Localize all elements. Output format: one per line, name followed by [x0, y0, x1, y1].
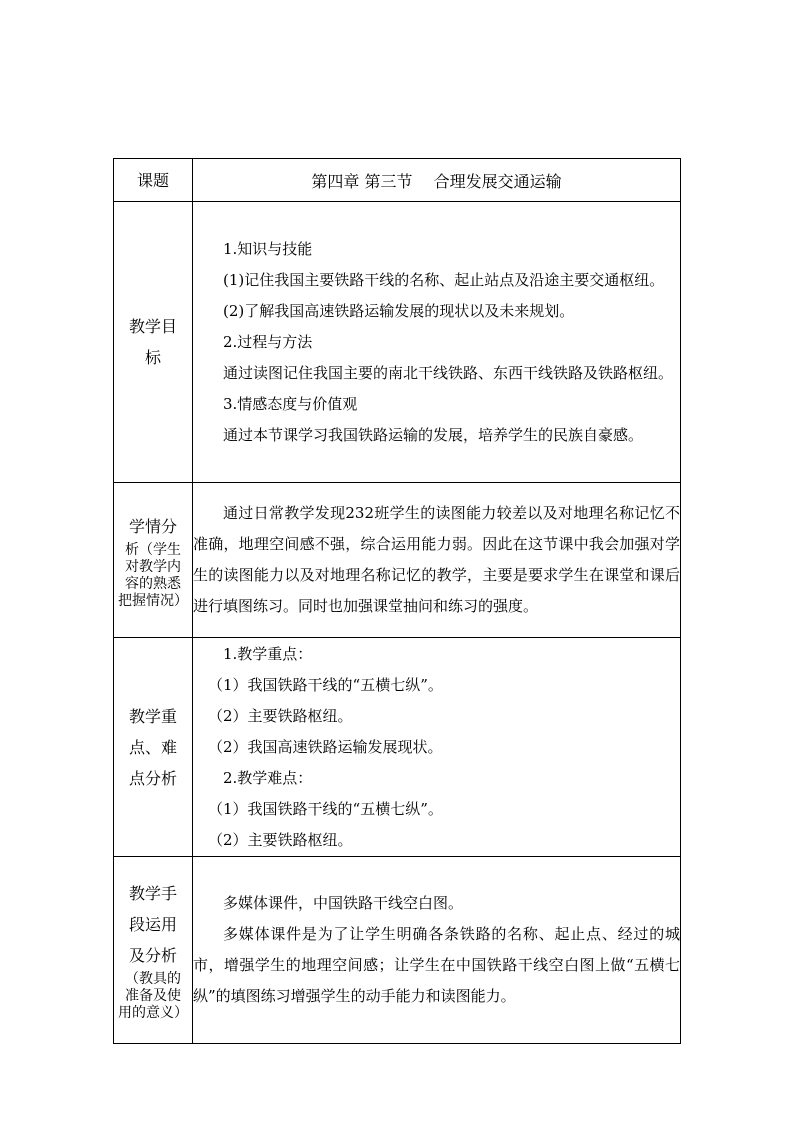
methods-label-line: （教具的	[125, 971, 181, 987]
objective-line: 3.情感态度与价值观	[223, 394, 358, 413]
objective-line: 通过读图记住我国主要的南北干线铁路、东西干线铁路及铁路枢纽。	[223, 363, 674, 382]
key-points-label-line: 点、难	[128, 737, 177, 757]
learner-analysis-label	[114, 483, 193, 638]
learner-label-line: 把握情况）	[118, 592, 188, 609]
key-points-content	[193, 638, 681, 857]
methods-label-line: 段运用	[128, 915, 177, 934]
key-point-line: （1）我国铁路干线的“五横七纵”。	[208, 675, 443, 694]
title-row	[114, 159, 681, 202]
methods-label-line: 教学手	[128, 884, 177, 903]
learner-analysis-text: 通过日常教学发现232班学生的读图能力较差以及对地理名称记忆不准确，地理空间感不强，综合运用能力弱。因此在这节课中我会加强对学生的读图能力以及对地理名称记忆的教学，主要是要求学生在课堂和课后进行填图练习。同时也加强课堂抽问和练习的强度。	[193, 504, 680, 615]
learner-analysis-row	[114, 483, 681, 638]
objectives-row	[114, 202, 681, 483]
objectives-label-line: 教学目	[128, 317, 177, 336]
key-points-label-line: 点分析	[128, 768, 177, 788]
objective-line: (2)了解我国高速铁路运输发展的现状以及未来规划。	[223, 301, 575, 320]
objective-line: 通过本节课学习我国铁路运输的发展，培养学生的民族自豪感。	[223, 425, 644, 444]
key-points-row	[114, 638, 681, 857]
lesson-plan-table	[113, 158, 681, 1044]
lesson-title: 第四章 第三节 合理发展交通运输	[193, 159, 681, 202]
objectives-label	[114, 202, 193, 483]
objective-line: 1.知识与技能	[223, 239, 313, 258]
learner-label-line: 学情分	[128, 516, 177, 536]
title-label: 课题	[114, 159, 193, 202]
methods-content	[193, 857, 681, 1044]
methods-text: 多媒体课件，中国铁路干线空白图。	[223, 894, 464, 912]
learner-label-line: 对教学内	[125, 558, 181, 575]
key-point-line: 2.教学难点：	[223, 768, 313, 787]
objective-line: 2.过程与方法	[223, 332, 313, 351]
key-point-line: 1.教学重点：	[223, 644, 313, 663]
learner-label-line: 析（学生	[125, 541, 181, 558]
methods-label-line: 用的意义）	[118, 1005, 188, 1021]
objectives-label-line: 标	[144, 348, 161, 367]
key-point-line: （1）我国铁路干线的“五横七纵”。	[208, 799, 443, 818]
methods-label-line: 及分析	[128, 946, 177, 965]
methods-text: 多媒体课件是为了让学生明确各条铁路的名称、起止点、经过的城市，增强学生的地理空间感；让学生在中国铁路干线空白图上做“五横七纵”的填图练习增强学生的动手能力和读图能力。	[193, 925, 680, 1005]
learner-analysis-content	[193, 483, 681, 638]
key-points-label	[114, 638, 193, 857]
methods-row	[114, 857, 681, 1044]
key-point-line: （2）我国高速铁路运输发展现状。	[208, 737, 443, 756]
key-points-label-line: 教学重	[128, 706, 177, 726]
key-point-line: （2）主要铁路枢纽。	[208, 706, 353, 725]
learner-label-line: 容的熟悉	[125, 575, 181, 592]
methods-label-line: 准备及使	[125, 988, 181, 1004]
objectives-content	[193, 202, 681, 483]
objective-line: (1)记住我国主要铁路干线的名称、起止站点及沿途主要交通枢纽。	[223, 270, 665, 289]
key-point-line: （2）主要铁路枢纽。	[208, 830, 353, 849]
methods-label	[114, 857, 193, 1044]
